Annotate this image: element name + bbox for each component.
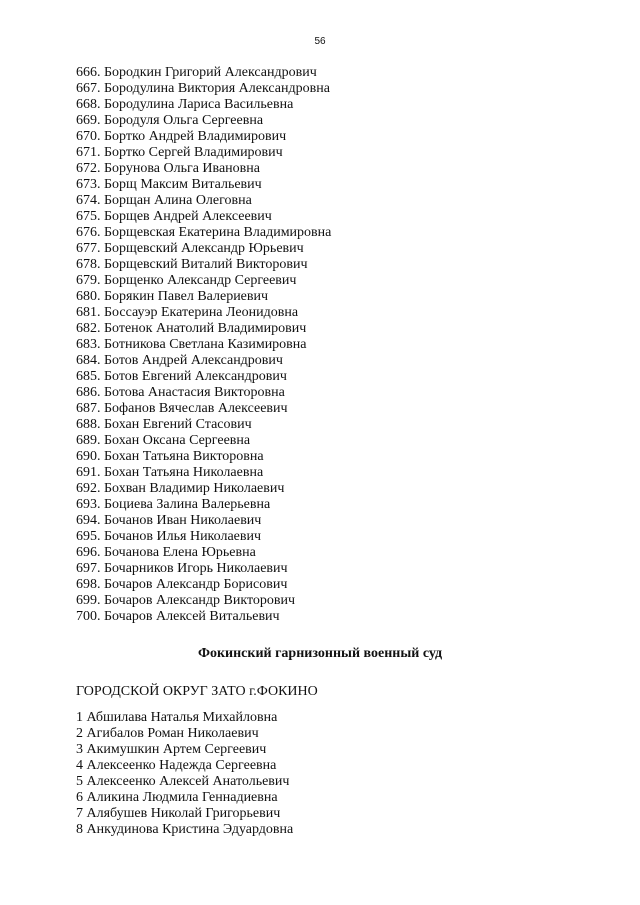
list-item: 692. Бохван Владимир Николаевич [76,481,285,496]
list-item: 2 Агибалов Роман Николаевич [76,726,259,741]
list-item: 6 Аликина Людмила Геннадиевна [76,790,278,805]
list-item: 1 Абшилава Наталья Михайловна [76,710,278,725]
list-item: 670. Бортко Андрей Владимирович [76,129,287,144]
list-item: 677. Борщевский Александр Юрьевич [76,241,304,256]
list-item: 675. Борщев Андрей Алексеевич [76,209,272,224]
list-item: 683. Ботникова Светлана Казимировна [76,337,307,352]
list-item: 695. Бочанов Илья Николаевич [76,529,262,544]
list-item: 681. Боссауэр Екатерина Леонидовна [76,305,299,320]
list-item: 678. Борщевский Виталий Викторович [76,257,308,272]
list-item: 674. Борщан Алина Олеговна [76,193,252,208]
list-item: 698. Бочаров Александр Борисович [76,577,288,592]
court-heading: Фокинский гарнизонный военный суд [197,646,443,661]
list-item: 667. Бородулина Виктория Александровна [76,81,330,96]
list-item: 697. Бочарников Игорь Николаевич [76,561,288,576]
page-number: 56 [314,36,326,47]
list-item: 3 Акимушкин Артем Сергеевич [76,742,267,757]
list-item: 693. Боциева Залина Валерьевна [76,497,271,512]
list-item: 676. Борщевская Екатерина Владимировна [76,225,332,240]
list-item: 5 Алексеенко Алексей Анатольевич [76,774,290,789]
list-item: 668. Бородулина Лариса Васильевна [76,97,294,112]
list-item: 672. Борунова Ольга Ивановна [76,161,260,176]
district-heading: ГОРОДСКОЙ ОКРУГ ЗАТО г.ФОКИНО [76,684,318,699]
list-item: 687. Бофанов Вячеслав Алексеевич [76,401,288,416]
list-item: 691. Бохан Татьяна Николаевна [76,465,264,480]
district-jurors-list [76,710,293,838]
list-item: 666. Бородкин Григорий Александрович [76,65,317,80]
list-item: 685. Ботов Евгений Александрович [76,369,287,384]
list-item: 680. Борякин Павел Валериевич [76,289,269,304]
list-item: 7 Алябушев Николай Григорьевич [76,806,281,821]
list-item: 688. Бохан Евгений Стасович [76,417,252,432]
list-item: 696. Бочанова Елена Юрьевна [76,545,256,560]
list-item: 4 Алексеенко Надежда Сергеевна [76,758,277,773]
list-item: 694. Бочанов Иван Николаевич [76,513,262,528]
list-item: 669. Бородуля Ольга Сергеевна [76,113,264,128]
list-item: 700. Бочаров Алексей Витальевич [76,609,280,624]
list-item: 689. Бохан Оксана Сергеевна [76,433,251,448]
list-item: 8 Анкудинова Кристина Эдуардовна [76,822,294,837]
list-item: 673. Борщ Максим Витальевич [76,177,262,192]
list-item: 671. Бортко Сергей Владимирович [76,145,283,160]
list-item: 679. Борщенко Александр Сергеевич [76,273,297,288]
list-item: 686. Ботова Анастасия Викторовна [76,385,285,400]
list-item: 690. Бохан Татьяна Викторовна [76,449,264,464]
list-item: 682. Ботенок Анатолий Владимирович [76,321,307,336]
list-item: 684. Ботов Андрей Александрович [76,353,283,368]
jurors-list [76,65,331,625]
list-item: 699. Бочаров Александр Викторович [76,593,296,608]
